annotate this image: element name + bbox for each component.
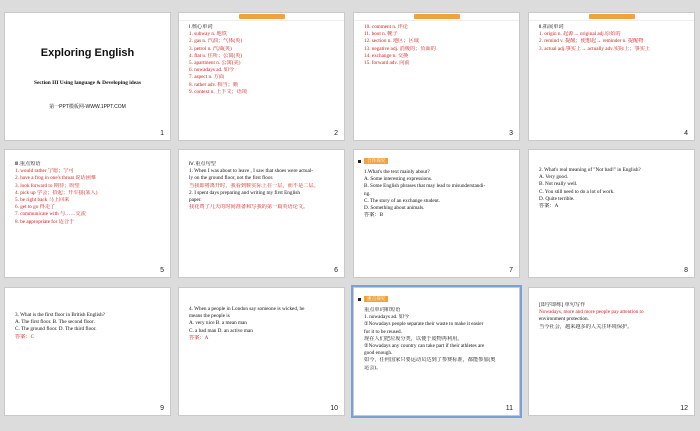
text-line: Ⅱ.拓展单词 <box>539 24 564 30</box>
text-line: for it to be reused. <box>364 328 402 335</box>
slide-thumbnail-2[interactable] <box>178 12 345 141</box>
bullet-icon <box>358 160 361 163</box>
text-line: paper. <box>189 197 202 204</box>
slide-number: 7 <box>509 267 513 274</box>
slide-number: 5 <box>160 267 164 274</box>
text-line: A. Very good. <box>539 174 569 181</box>
text-line: 7. communicate with 与……交流 <box>15 211 86 218</box>
section-tag: 合作探究 <box>364 158 388 164</box>
text-line: A. The first floor. B. The second floor. <box>15 319 95 326</box>
slide-number: 4 <box>684 130 688 137</box>
slide-header-bar <box>529 13 694 21</box>
text-line: 9. context n. 上下文；语境 <box>189 88 248 95</box>
text-line: 8. be appropriate for 适合于 <box>15 218 75 225</box>
text-line: 当今社会，越来越多的人关注环境保护。 <box>539 323 633 330</box>
slide-body <box>189 161 338 211</box>
answer-text: 答案：A <box>189 334 209 341</box>
text-line: 2. remind v. 提醒；使想起→ reminder n. 提醒物 <box>539 38 644 45</box>
text-line: 4. When a people in London say someone is wicked, he <box>189 306 305 312</box>
slide-thumbnail-1[interactable] <box>4 12 171 141</box>
text-line: environment protection. <box>539 316 589 323</box>
text-line: 6. nowadays ad. 如今 <box>189 67 235 74</box>
text-line: ly on the ground floor, not the first floor. <box>189 175 274 182</box>
slide-thumbnail-10[interactable] <box>178 287 345 416</box>
text-line: Nowadays, more and more people pay attention to <box>539 309 644 316</box>
slide-title: Exploring English <box>40 47 135 59</box>
slide-thumbnail-6[interactable] <box>178 149 345 278</box>
slide-body <box>189 24 338 96</box>
text-line: ng. <box>364 190 371 197</box>
text-line: D. Quite terrible. <box>539 195 575 202</box>
slide-body <box>364 169 513 219</box>
slide-body <box>539 167 688 210</box>
text-line: 12. section n. 地区；区域 <box>364 38 419 45</box>
slide-number: 10 <box>330 405 338 412</box>
slide-thumbnail-11[interactable] <box>353 287 520 416</box>
text-line: 1.What's the text mainly about? <box>364 169 430 175</box>
text-line: 如今，任何国家只要运动员达到了参赛标准，都能参加(奥 <box>364 357 496 364</box>
text-line: Ⅳ.重点句型 <box>189 161 216 167</box>
slide-thumbnail-5[interactable] <box>4 149 171 278</box>
text-line: 现在人们把垃圾分类，以便于废物再利用。 <box>364 335 463 342</box>
answer-text: 答案：C <box>15 333 35 340</box>
slide-body <box>364 307 513 372</box>
slide-number: 9 <box>160 405 164 412</box>
text-line: 3. petrol n. 汽油(英) <box>189 45 232 52</box>
answer-text: 答案：B <box>364 212 384 219</box>
text-line: 6. get to go 得走了 <box>15 204 56 211</box>
text-line: 运会)。 <box>364 364 382 371</box>
slide-source: 第一PPT模板网-WWW.1PPT.COM <box>49 104 126 110</box>
slide-number: 6 <box>334 267 338 274</box>
slide-thumbnail-9[interactable] <box>4 287 171 416</box>
slide-thumbnail-3[interactable] <box>353 12 520 141</box>
slide-thumbnail-7[interactable] <box>353 149 520 278</box>
text-line: C. The story of an exchange student. <box>364 197 440 204</box>
text-line: 1. When I was about to leave , I saw that shoes were actual- <box>189 168 313 175</box>
slide-body <box>539 24 688 53</box>
text-line: 2. have a frog in one's throat 说话困难 <box>15 175 97 182</box>
answer-text: 答案：A <box>539 203 559 210</box>
slide-number: 11 <box>505 405 513 412</box>
slide-number: 12 <box>680 405 688 412</box>
slide-thumbnail-12[interactable] <box>528 287 695 416</box>
text-line: 1. origin n. 起源→ original adj.原始的 <box>539 31 621 38</box>
slide-body <box>15 312 164 341</box>
header-chip <box>239 14 285 19</box>
text-line: 当我即将离开时，我看到鞋实际上在一层，而不是二层。 <box>189 182 319 189</box>
text-line: C. You still need to do a lot of work. <box>539 188 615 195</box>
text-line: 2. What's real meaning of "Not bad!" in English? <box>539 167 641 173</box>
slide-header-bar <box>354 13 519 21</box>
slide-body <box>539 302 688 331</box>
text-line: 3. What is the first floor in British English? <box>15 312 105 318</box>
slide-body <box>15 161 164 226</box>
text-line: 3. look forward to 期待；盼望 <box>15 182 80 189</box>
text-line: 1. would rather 宁愿；宁可 <box>15 168 74 175</box>
text-line: C. a bad man D. an active man <box>189 327 253 334</box>
header-chip <box>414 14 460 19</box>
text-line: 11. boot n. 靴子 <box>364 31 398 38</box>
slide-body <box>189 306 338 342</box>
slide-thumbnail-4[interactable] <box>528 12 695 141</box>
text-line: D. Something about animals. <box>364 205 425 212</box>
slide-subtitle: Section III Using language & Developing ideas <box>34 80 141 86</box>
slide-thumbnail-8[interactable] <box>528 149 695 278</box>
text-line: Ⅰ.核心单词 <box>189 24 213 30</box>
text-line: 1. nowadays ad. 如今 <box>364 314 410 321</box>
text-line: 7. aspect n. 方面 <box>189 74 225 81</box>
text-line: good enough. <box>364 350 393 357</box>
text-line: 5. apartment n. 公寓(美) <box>189 60 241 67</box>
text-line: A. Some interesting expressions. <box>364 176 433 183</box>
section-tag: 重点探究 <box>364 296 388 302</box>
text-line: 5. be right back 马上回来 <box>15 197 70 204</box>
text-line: 2. gas n. 汽油；气体(英) <box>189 38 243 45</box>
slide-number: 3 <box>509 130 513 137</box>
text-line: 13. negative adj. 消极的；负面的 <box>364 45 436 52</box>
text-line: 8. rather adv. 相当；颇 <box>189 81 239 88</box>
text-line: 2. I spent days preparing and writing my first English <box>189 189 300 196</box>
text-line: [即学即练] 单句写作 <box>539 302 586 308</box>
slide-number: 1 <box>160 130 164 137</box>
text-line: 重点单词和短语 <box>364 307 401 313</box>
text-line: 我花费了几天的时间准备和写我的第一篇英语论文。 <box>189 204 309 211</box>
text-line: 14. exchange n. 交换 <box>364 52 409 59</box>
slide-header-bar <box>179 13 344 21</box>
slide-number: 8 <box>684 267 688 274</box>
text-line: 1. subway n. 地铁 <box>189 31 227 38</box>
text-line: 4. flat n. 住所；公寓(英) <box>189 52 243 59</box>
text-line: ②Nowadays any country can take part if their athletes are <box>364 343 485 350</box>
slide-number: 2 <box>334 130 338 137</box>
text-line: B. Not really well. <box>539 181 578 188</box>
text-line: 10. comment n. 评论 <box>364 24 408 30</box>
text-line: C. The ground floor. D. The third floor. <box>15 326 97 333</box>
text-line: A. very nice B. a mean man <box>189 320 247 327</box>
text-line: means the people is <box>189 313 230 320</box>
text-line: ①Nowadays people separate their waste to make it easier <box>364 321 484 328</box>
header-chip <box>589 14 635 19</box>
text-line: 3. actual adj.事实上→ actually adv.实际上；事实上 <box>539 45 651 52</box>
text-line: Ⅲ.重点短语 <box>15 161 41 167</box>
text-line: B. Some English phrases that may lead to misunderstandi- <box>364 183 486 190</box>
text-line: 4. pick up 学会；拾起；开车接(某人) <box>15 189 98 196</box>
slide-body <box>364 24 513 67</box>
bullet-icon <box>358 298 361 301</box>
text-line: 15. forward adv. 向前 <box>364 60 410 67</box>
